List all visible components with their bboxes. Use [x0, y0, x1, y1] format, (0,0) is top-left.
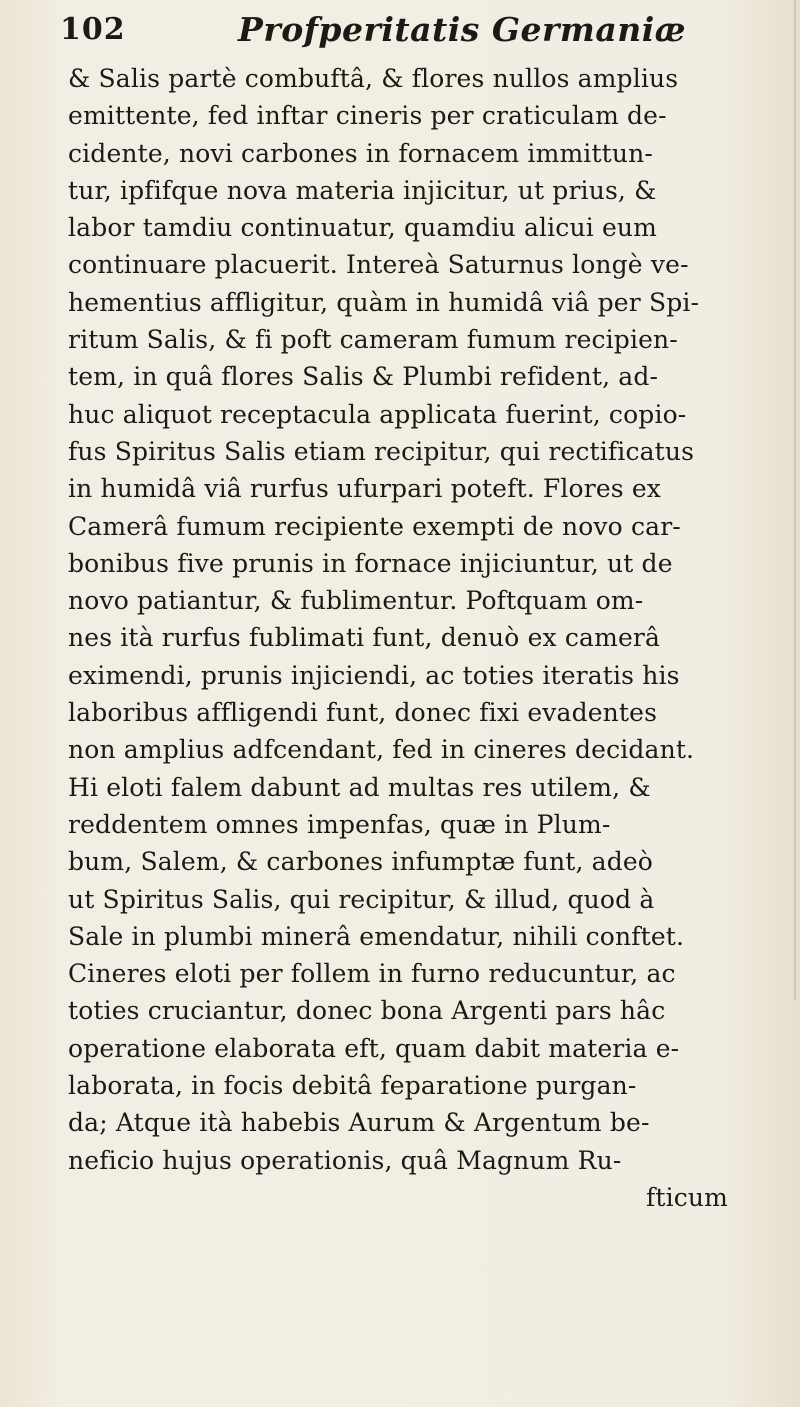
text-line-21: reddentem omnes impenfas, quæ in Plum-	[68, 809, 611, 839]
text-line-8: ritum Salis, & fi poft cameram fumum recipien-	[68, 325, 678, 355]
text-line-24: Sale in plumbi minerâ emendatur, nihili conftet.	[68, 921, 685, 951]
text-line-30: neficio hujus operationis, quâ Magnum Ru-	[68, 1145, 622, 1175]
text-line-4: tur, ipfifque nova materia injicitur, ut prius, &	[68, 175, 657, 205]
page-number: 102	[60, 12, 126, 47]
catchword: fticum	[646, 1182, 729, 1212]
text-line-16: nes ità rurfus fublimati funt, denuò ex camerâ	[68, 623, 661, 653]
text-line-29: da; Atque ità habebis Aurum & Argentum be-	[68, 1108, 650, 1138]
text-line-6: continuare placuerit. Intereà Saturnus longè ve-	[68, 250, 689, 280]
text-line-26: toties cruciantur, donec bona Argenti pars hâc	[68, 996, 666, 1026]
text-line-20: Hi eloti falem dabunt ad multas res utilem, &	[68, 772, 651, 802]
text-line-9: tem, in quâ flores Salis & Plumbi refident, ad-	[68, 362, 659, 392]
text-line-11: fus Spiritus Salis etiam recipitur, qui rectificatus	[68, 436, 695, 466]
text-line-10: huc aliquot receptacula applicata fuerint, copio-	[68, 399, 687, 429]
text-line-7: hementius affligitur, quàm in humidâ viâ per Spi-	[68, 287, 700, 317]
text-line-14: bonibus five prunis in fornace injiciuntur, ut de	[68, 548, 673, 578]
text-line-23: ut Spiritus Salis, qui recipitur, & illud, quod à	[68, 884, 655, 914]
text-line-25: Cineres eloti per follem in furno reducuntur, ac	[68, 959, 676, 989]
running-title: Profperitatis Germaniæ	[238, 10, 687, 49]
text-line-28: laborata, in focis debitâ feparatione purgan-	[68, 1071, 637, 1101]
text-line-19: non amplius adfcendant, fed in cineres decidant.	[68, 735, 695, 765]
text-line-17: eximendi, prunis injiciendi, ac toties iteratis his	[68, 660, 680, 690]
text-line-18: laboribus affligendi funt, donec fixi evadentes	[68, 698, 658, 728]
text-line-2: emittente, fed inftar cineris per craticulam de-	[68, 101, 667, 131]
text-line-15: novo patiantur, & fublimentur. Poftquam om-	[68, 586, 644, 616]
text-line-3: cidente, novi carbones in fornacem immittun-	[68, 138, 653, 168]
body-text	[68, 60, 788, 1216]
page-edge	[794, 0, 796, 1000]
text-line-5: labor tamdiu continuatur, quamdiu alicui eum	[68, 213, 658, 243]
text-line-22: bum, Salem, & carbones infumptæ funt, adeò	[68, 847, 654, 877]
text-line-27: operatione elaborata eft, quam dabit materia e-	[68, 1033, 680, 1063]
running-head	[60, 10, 760, 54]
text-line-12: in humidâ viâ rurfus ufurpari poteft. Flores ex	[68, 474, 662, 504]
text-line-13: Camerâ fumum recipiente exempti de novo car-	[68, 511, 681, 541]
text-line-1: & Salis partè combuftâ, & flores nullos amplius	[68, 64, 679, 93]
